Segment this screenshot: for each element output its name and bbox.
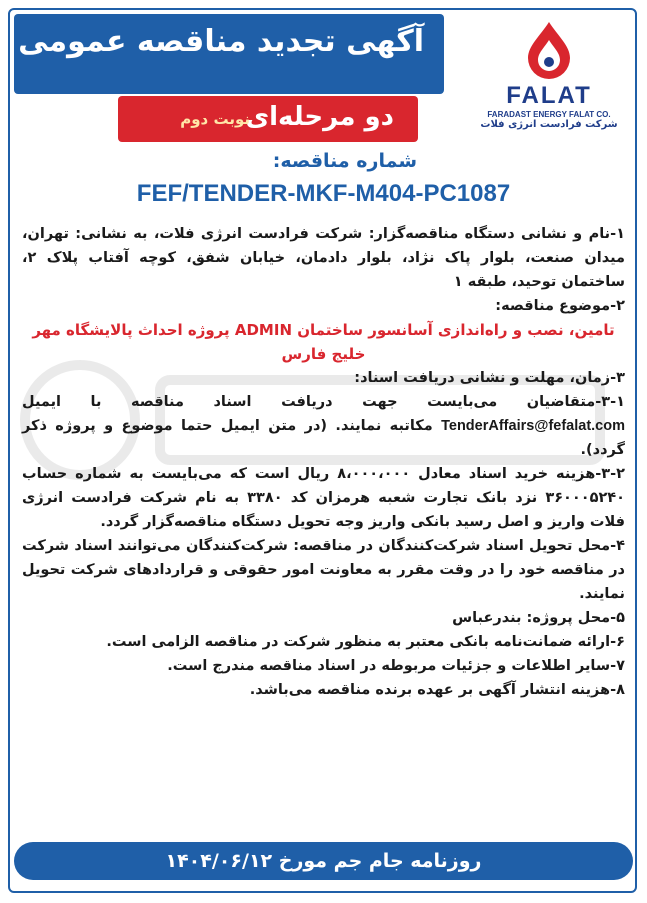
flame-drop-icon: [518, 18, 580, 80]
item-5: ۵-محل پروژه: بندرعباس: [452, 610, 625, 626]
item-2-label: ۲-موضوع مناقصه:: [495, 298, 625, 314]
tender-number: FEF/TENDER-MKF-M404-PC1087: [136, 180, 511, 207]
item-4: ۴-محل تحویل اسناد شرکت‌کنندگان در مناقصه: شرکت‌کنندگان می‌توانند اسناد شرکت در مناقصه خود را در وقت مقرر به معاونت امور حقوقی و قراردادهای شرکت تحویل نمایند.: [22, 538, 625, 602]
logo-company-fa: شرکت فرادست انرژی فلات: [480, 119, 618, 130]
item-3-2: ۳-۲-هزینه خرید اسناد معادل ۸،۰۰۰،۰۰۰ ریال است که می‌بایست به شماره حساب ۳۶۰۰۰۵۲۴۰ نزد بانک تجارت شعبه هرمزان کد ۳۳۸۰ به نام شرکت فرادست انرژی فلات واریز و اصل رسید بانکی واریز وجه تحویل دستگاه مناقصه‌گزار گردد.: [22, 466, 625, 530]
publication-footer: [14, 842, 633, 880]
ad-title: آگهی تجدید مناقصه عمومی: [18, 24, 424, 59]
logo-company-en: FARADAST ENERGY FALAT CO.: [487, 110, 611, 119]
item-8: ۸-هزینه انتشار آگهی بر عهده برنده مناقصه می‌باشد.: [249, 682, 625, 698]
item-3-1-note: مکاتبه نمایند. (در متن ایمیل حتما موضوع و پروژه ذکر گردد).: [22, 418, 625, 458]
ad-body: [22, 222, 625, 702]
item-3-1-text: ۳-۱-متقاضیان می‌بایست جهت دریافت اسناد مناقصه با ایمیل: [22, 394, 625, 410]
round-label: نوبت دوم: [180, 110, 250, 128]
company-logo: [479, 18, 619, 138]
item-1: ۱-نام و نشانی دستگاه مناقصه‌گزار: شرکت فرادست انرژی فلات، به نشانی: تهران، میدان صنعت، بلوار پاک نژاد، بلوار دادمان، خیابان شفق، کوچه آفتاب پلاک ۲، ساختمان توحید، طبقه ۱: [22, 226, 625, 290]
item-7: ۷-سایر اطلاعات و جزئیات مربوطه در اسناد مناقصه مندرج است.: [167, 658, 625, 674]
tender-number-label: شماره مناقصه:: [272, 150, 417, 172]
item-3: ۳-زمان، مهلت و نشانی دریافت اسناد:: [354, 370, 625, 386]
logo-name: FALAT: [506, 82, 592, 109]
tender-email-link[interactable]: TenderAffairs@fefalat.com: [441, 418, 625, 434]
publication-info: روزنامه جام جم مورخ ۱۴۰۴/۰۶/۱۲: [165, 850, 482, 872]
item-2-subject: تامین، نصب و راه‌اندازی آسانسور ساختمان ADMIN پروژه احداث پالایشگاه مهر خلیج فارس: [32, 321, 615, 363]
item-3-1: [22, 390, 625, 462]
stage-label: دو مرحله‌ای: [245, 102, 394, 132]
stage-banner: [118, 96, 418, 142]
item-6: ۶-ارائه ضمانت‌نامه بانکی معتبر به منظور شرکت در مناقصه الزامی است.: [106, 634, 625, 650]
header-banner: [14, 14, 444, 94]
